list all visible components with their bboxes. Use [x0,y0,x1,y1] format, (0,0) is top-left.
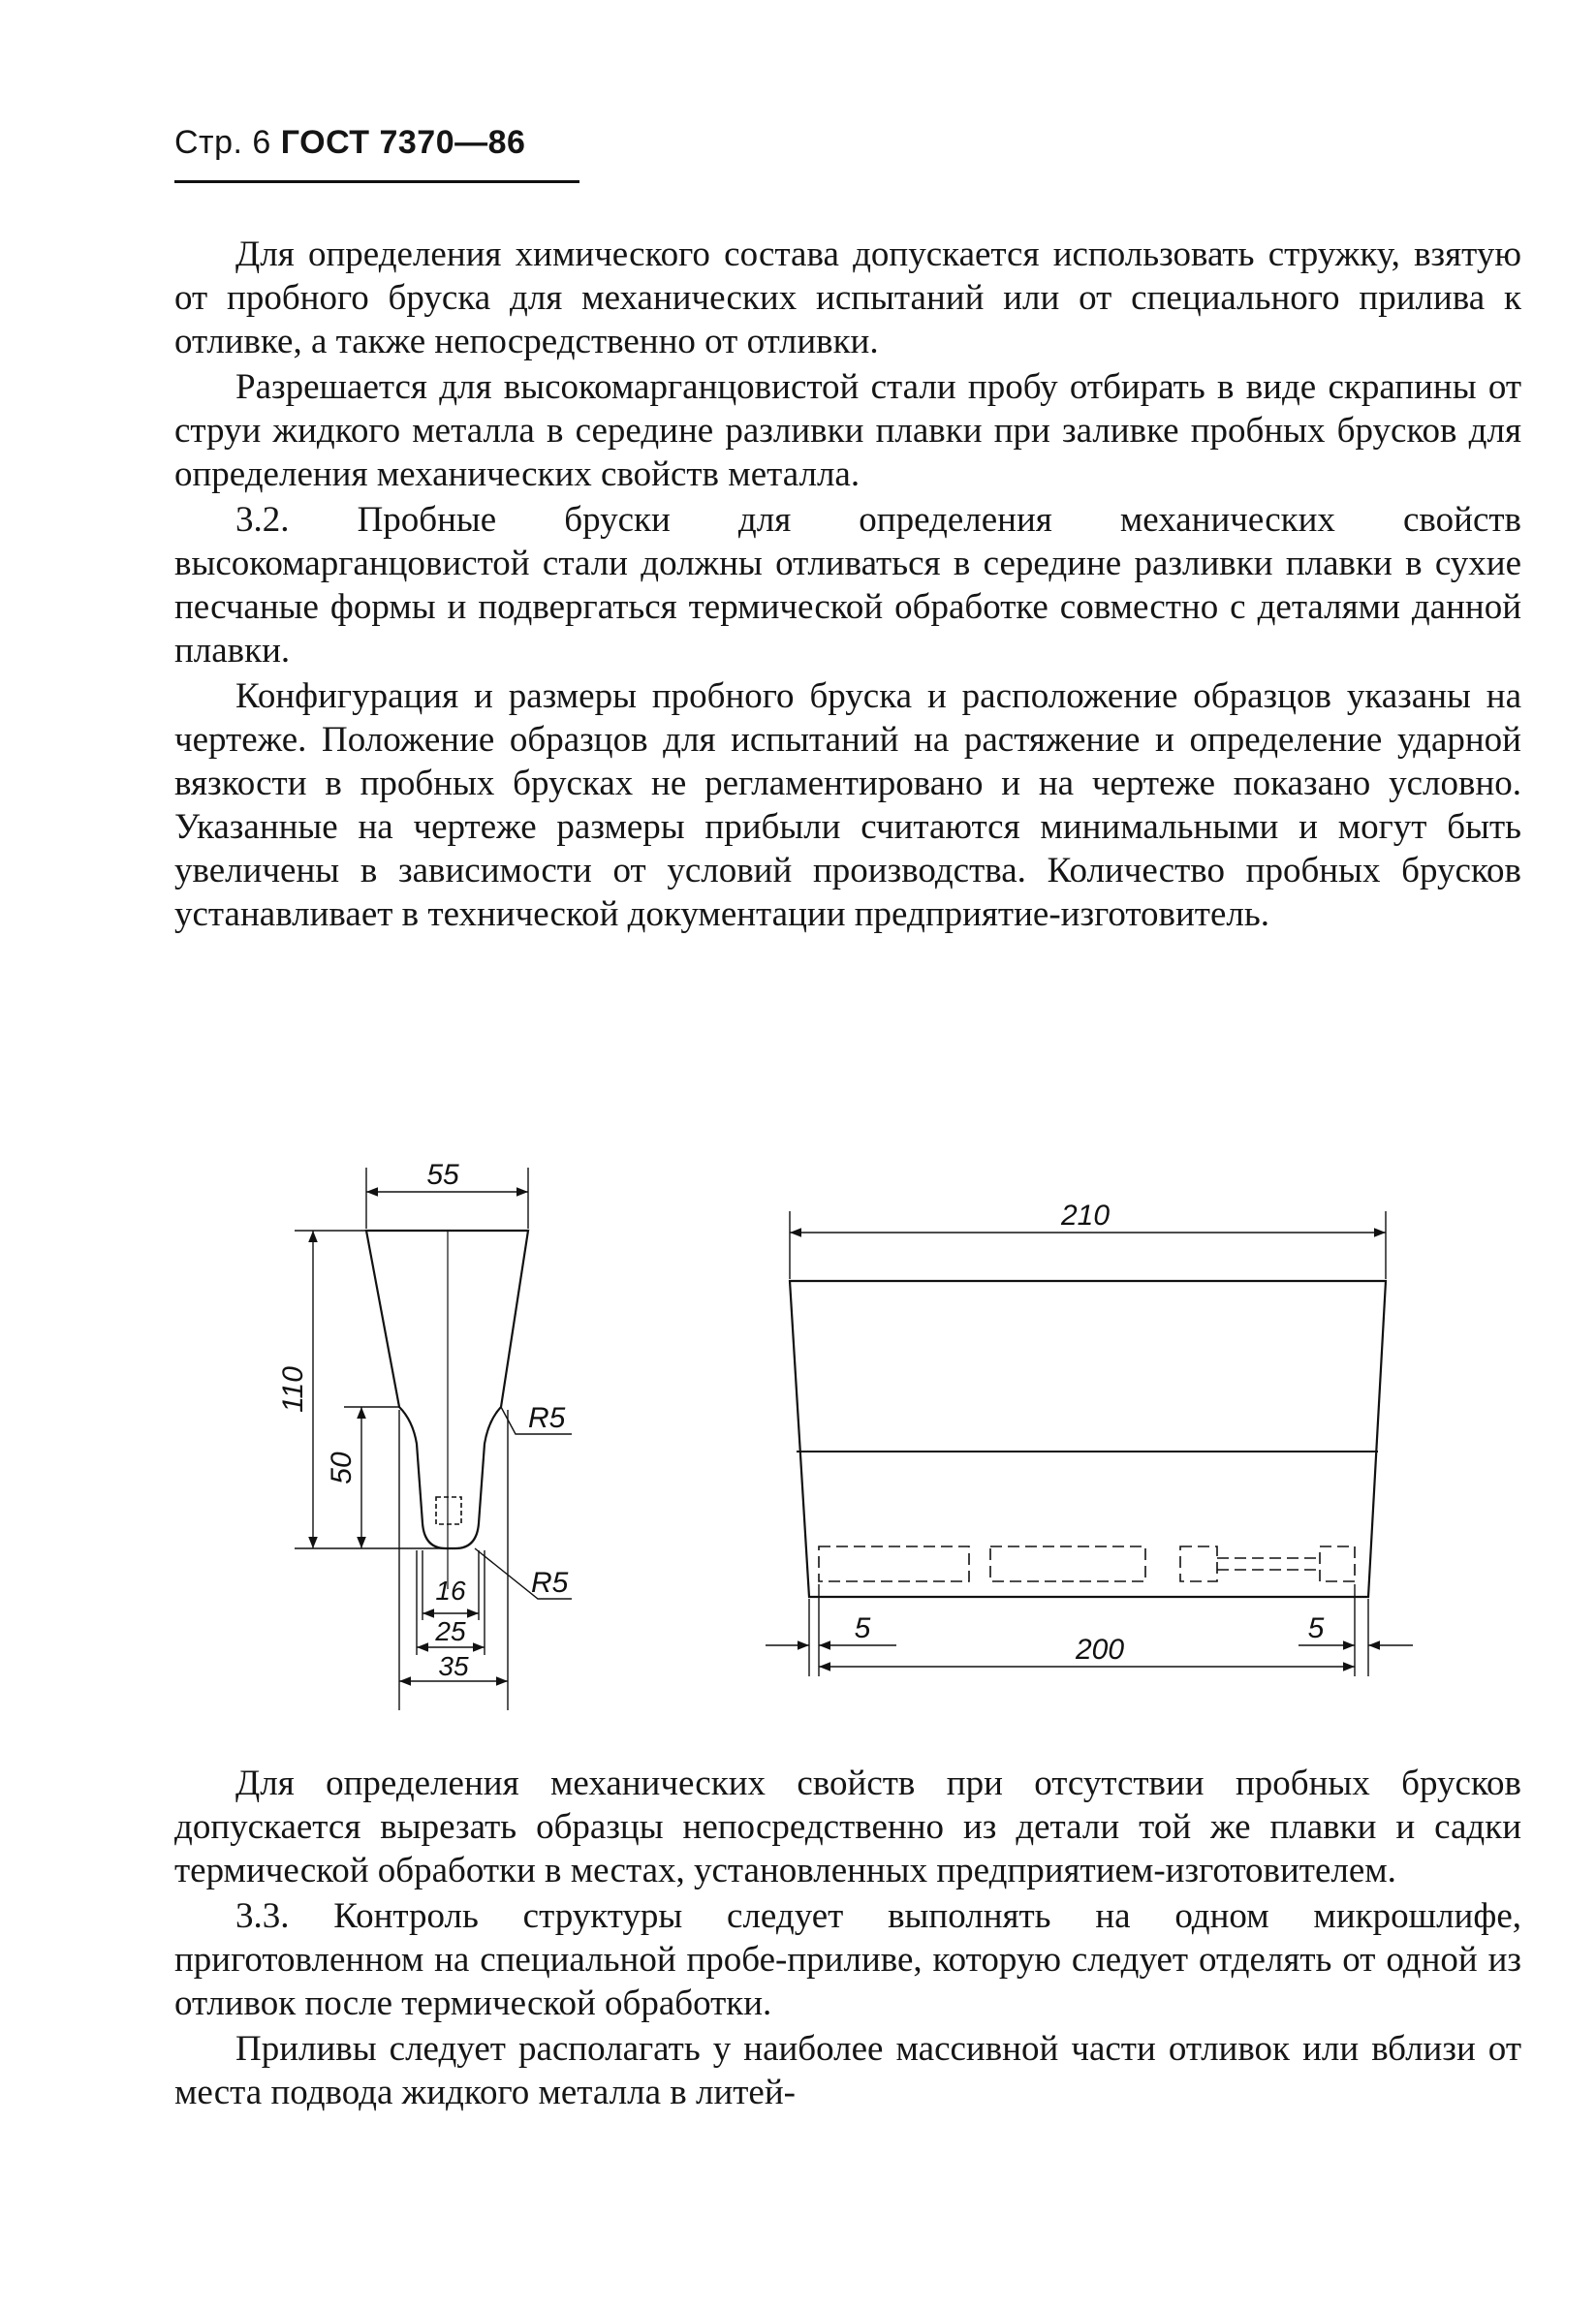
dim-label-50: 50 [326,1452,358,1484]
dim-label-55: 55 [426,1159,459,1191]
dim-label-5-left: 5 [854,1612,871,1644]
paragraph-3-2: 3.2. Пробные бруски для определения механических свойств высокомарганцовистой стали должны отливаться в середине разливки плавки в сухие песчаные формы и подвергаться термической обработке совместно с деталями данной плавки. [174,500,1521,671]
text-block-bottom [174,1762,1521,2114]
paragraph-sample-scrap: Разрешается для высокомарганцовистой стали пробу отбирать в виде скрапины от струи жидкого металла в середине разливки плавки при заливке пробных брусков для определения механических свойств металла. [174,367,1521,494]
paragraph-prilivy: Приливы следует располагать у наиболее массивной части отливок или вблизи от места подвода жидкого металла в литей- [174,2029,1521,2112]
dim-label-35: 35 [438,1651,469,1681]
page-number: Стр. 6 [174,124,271,161]
paragraph-configuration: Конфигурация и размеры пробного бруска и расположение образцов указаны на чертеже. Положение образцов для испытаний на растяжение и определение ударной вязкости в пробных брусках не регламентировано и на чертеже показано условно. Указанные на чертеже размеры прибыли считаются минимальными и могут быть увеличены в зависимости от условий производства. Количество пробных брусков устанавливает в технической документации предприятие-изготовитель. [174,676,1521,934]
paragraph-no-test-bars: Для определения механических свойств при отсутствии пробных брусков допускается вырезать образцы непосредственно из детали той же плавки и садки термической обработки в местах, установленных предприятием-изготовителем. [174,1764,1521,1890]
specimen-mark-section [436,1497,461,1524]
specimen-marks-side [819,1546,1355,1581]
dim-label-r5-lower: R5 [531,1567,569,1599]
dim-label-200: 200 [1075,1634,1125,1666]
dim-label-5-right: 5 [1307,1612,1325,1644]
dim-label-210: 210 [1060,1200,1111,1232]
paragraph-3-3: 3.3. Контроль структуры следует выполнять на одном микрошлифе, приготовленном на специальной пробе-приливе, которую следует отделять от одной из отливок после термической обработки. [174,1896,1521,2023]
dim-label-25: 25 [435,1616,466,1646]
dim-label-110: 110 [277,1366,309,1413]
paragraph-chem-composition: Для определения химического состава допускается использовать стружку, взятую от пробного бруска для механических испытаний или от специального прилива к отливке, а также непосредственно от отливки. [174,234,1521,361]
standard-number: ГОСТ 7370—86 [280,124,526,161]
dim-label-r5-upper: R5 [528,1402,566,1434]
dim-label-16: 16 [435,1576,466,1606]
bar-side-outline [790,1281,1386,1597]
